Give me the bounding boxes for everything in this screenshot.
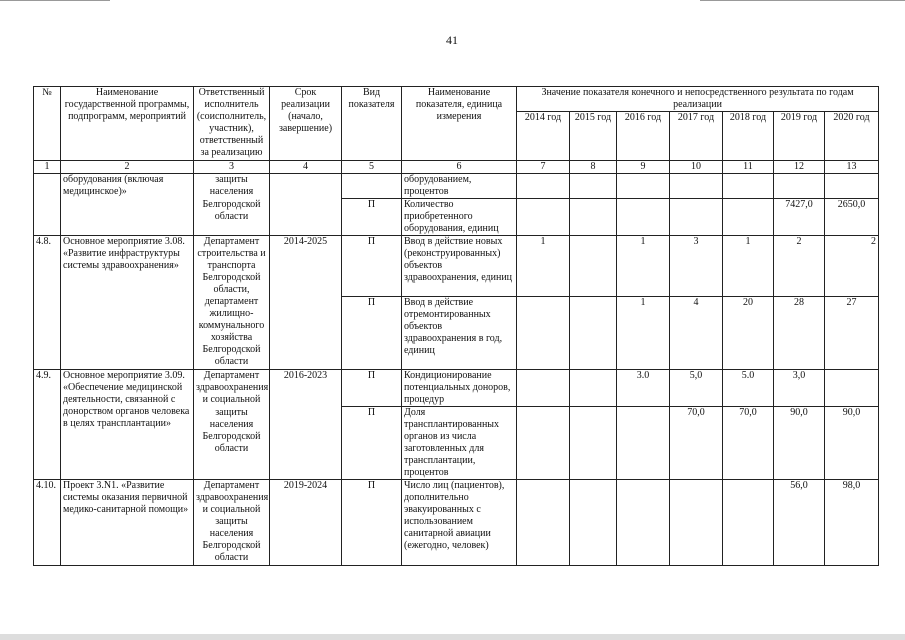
value-cell: 1 <box>517 236 570 297</box>
column-number: 9 <box>617 161 670 174</box>
value-cell: 90,0 <box>774 407 825 480</box>
row-indicator: Количество приобретенного оборудования, единиц <box>402 199 517 236</box>
row-type: П <box>342 236 402 297</box>
column-number: 13 <box>825 161 879 174</box>
row-type: П <box>342 199 402 236</box>
value-cell <box>517 199 570 236</box>
value-cell: 4 <box>670 296 723 370</box>
value-cell <box>617 407 670 480</box>
row-term: 2016-2023 <box>270 370 342 480</box>
col-header-type: Вид показателя <box>342 87 402 161</box>
value-cell <box>670 199 723 236</box>
table-row <box>34 370 879 407</box>
value-cell <box>723 174 774 199</box>
row-indicator: Доля трансплантированных органов из числа заготовленных для трансплантации, процентов <box>402 407 517 480</box>
value-cell <box>570 407 617 480</box>
row-term <box>270 174 342 199</box>
row-name: Проект 3.N1. «Развитие системы оказания первичной медико-санитарной помощи» <box>61 480 194 566</box>
value-cell <box>670 174 723 199</box>
value-cell: 1 <box>617 236 670 297</box>
value-cell <box>617 480 670 566</box>
value-cell <box>617 199 670 236</box>
value-cell: 2 <box>774 236 825 297</box>
row-num: 4.10. <box>34 480 61 566</box>
value-cell <box>670 480 723 566</box>
year-header: 2016 год <box>617 112 670 161</box>
value-cell: 20 <box>723 296 774 370</box>
row-responsible: Департамент здравоохранения и социальной защиты населения Белгородской области <box>194 480 270 566</box>
column-number: 1 <box>34 161 61 174</box>
value-cell <box>723 199 774 236</box>
value-cell: 70,0 <box>723 407 774 480</box>
value-cell <box>617 174 670 199</box>
row-indicator: Ввод в действие отремонтированных объектов здравоохранения в год, единиц <box>402 296 517 370</box>
row-responsible: Департамент здравоохранения и социальной <box>194 370 270 407</box>
value-cell <box>825 174 879 199</box>
column-number: 3 <box>194 161 270 174</box>
col-header-responsible: Ответственный исполнитель (соисполнитель, участник), ответственный за реализацию <box>194 87 270 161</box>
value-cell <box>517 174 570 199</box>
row-responsible: защиты населения Белгородской области <box>194 407 270 480</box>
program-indicators-table <box>33 86 879 566</box>
value-cell: 5.0 <box>723 370 774 407</box>
column-number: 11 <box>723 161 774 174</box>
column-number: 6 <box>402 161 517 174</box>
scan-top-edge-right <box>700 0 905 1</box>
year-header: 2017 год <box>670 112 723 161</box>
row-responsible: департамент жилищно-коммунального хозяйства Белгородской области <box>194 296 270 370</box>
value-cell: 3.0 <box>617 370 670 407</box>
row-responsible: Белгородской области <box>194 199 270 236</box>
value-cell: 2 <box>825 236 879 297</box>
value-cell <box>570 236 617 297</box>
scan-top-edge <box>0 0 110 1</box>
row-term: 2014-2025 <box>270 236 342 370</box>
table-row <box>34 236 879 297</box>
value-cell <box>774 174 825 199</box>
row-type: П <box>342 480 402 566</box>
value-cell: 28 <box>774 296 825 370</box>
row-type: П <box>342 370 402 407</box>
value-cell: 3,0 <box>774 370 825 407</box>
year-header: 2014 год <box>517 112 570 161</box>
row-num: 4.9. <box>34 370 61 480</box>
value-cell <box>825 370 879 407</box>
column-number: 4 <box>270 161 342 174</box>
column-number: 7 <box>517 161 570 174</box>
row-name: оборудования (включая медицинское)» <box>61 174 194 236</box>
value-cell <box>517 407 570 480</box>
value-cell: 90,0 <box>825 407 879 480</box>
row-term <box>270 199 342 236</box>
value-cell: 2650,0 <box>825 199 879 236</box>
value-cell <box>570 480 617 566</box>
value-cell: 1 <box>617 296 670 370</box>
table-row <box>34 480 879 566</box>
year-header: 2020 год <box>825 112 879 161</box>
column-number: 10 <box>670 161 723 174</box>
value-cell: 27 <box>825 296 879 370</box>
page-number: 41 <box>446 33 458 47</box>
value-cell <box>570 370 617 407</box>
column-number: 2 <box>61 161 194 174</box>
value-cell: 98,0 <box>825 480 879 566</box>
row-indicator: Число лиц (пациентов), дополнительно эвакуированных с использованием санитарной авиации (ежегодно, человек) <box>402 480 517 566</box>
value-cell <box>570 199 617 236</box>
column-number: 12 <box>774 161 825 174</box>
year-header: 2019 год <box>774 112 825 161</box>
value-cell: 56,0 <box>774 480 825 566</box>
value-cell <box>570 174 617 199</box>
scan-bottom-edge <box>0 634 905 640</box>
row-indicator: Кондиционирование потенциальных доноров, процедур <box>402 370 517 407</box>
year-header: 2018 год <box>723 112 774 161</box>
value-cell: 5,0 <box>670 370 723 407</box>
col-header-term: Срок реализации (начало, завершение) <box>270 87 342 161</box>
column-number: 5 <box>342 161 402 174</box>
row-responsible: Департамент строительства и транспорта Белгородской области, <box>194 236 270 297</box>
year-header: 2015 год <box>570 112 617 161</box>
col-header-num: № <box>34 87 61 161</box>
col-header-indicator: Наименование показателя, единица измерения <box>402 87 517 161</box>
row-num <box>34 174 61 236</box>
row-name: Основное мероприятие 3.08. «Развитие инфраструктуры системы здравоохранения» <box>61 236 194 370</box>
value-cell <box>517 296 570 370</box>
value-cell: 1 <box>723 236 774 297</box>
row-num: 4.8. <box>34 236 61 370</box>
column-number: 8 <box>570 161 617 174</box>
row-responsible: защиты населения <box>194 174 270 199</box>
row-type <box>342 174 402 199</box>
row-indicator: оборудованием, процентов <box>402 174 517 199</box>
table-row <box>34 174 879 199</box>
row-name: Основное мероприятие 3.09. «Обеспечение медицинской деятельности, связанной с донорством органов человека в целях трансплантации» <box>61 370 194 480</box>
value-cell: 7427,0 <box>774 199 825 236</box>
row-type: П <box>342 296 402 370</box>
header-row <box>34 87 879 112</box>
value-cell <box>517 370 570 407</box>
value-cell <box>517 480 570 566</box>
value-cell <box>723 480 774 566</box>
value-cell: 70,0 <box>670 407 723 480</box>
col-header-name: Наименование государственной программы, подпрограмм, мероприятий <box>61 87 194 161</box>
row-indicator: Ввод в действие новых (реконструированных) объектов здравоохранения, единиц <box>402 236 517 297</box>
col-header-values: Значение показателя конечного и непосредственного результата по годам реализации <box>517 87 879 112</box>
value-cell <box>570 296 617 370</box>
column-numbers-row <box>34 161 879 174</box>
value-cell: 3 <box>670 236 723 297</box>
row-type: П <box>342 407 402 480</box>
row-term: 2019-2024 <box>270 480 342 566</box>
